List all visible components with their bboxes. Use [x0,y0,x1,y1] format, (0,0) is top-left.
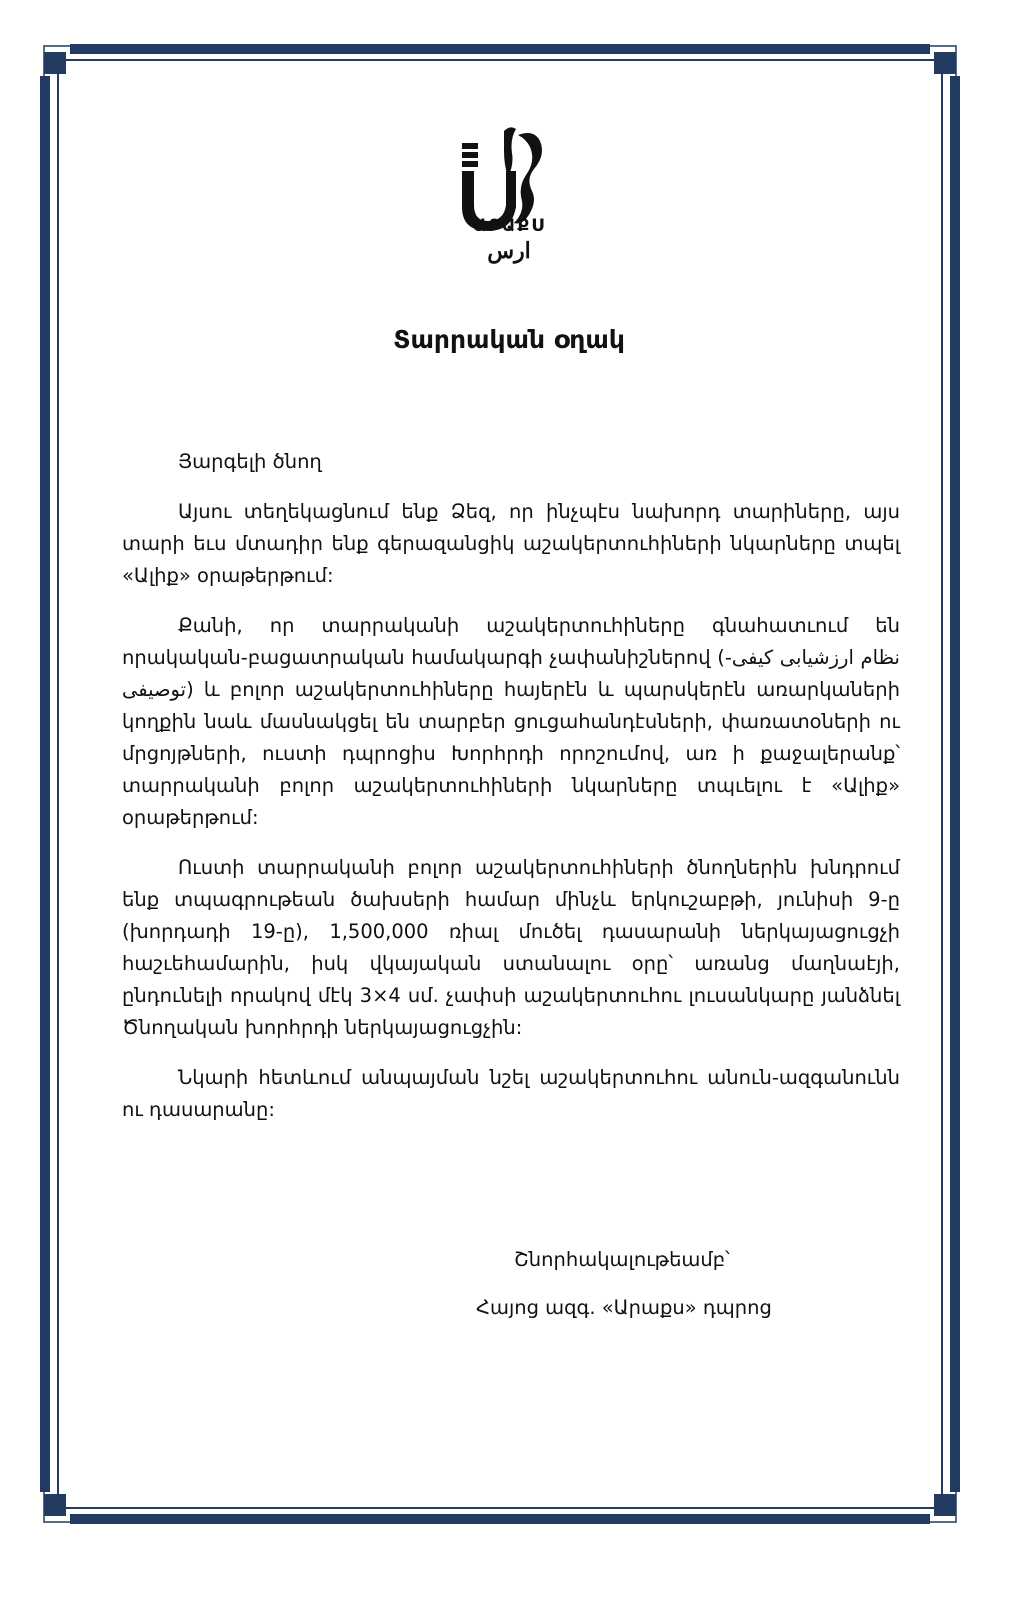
closing: Շնորհակալութեամբ՝ [514,1248,730,1271]
greeting: Յարգելի ծնող [178,450,322,473]
signature: Հայոց ազգ. «Արաքս» դպրոց [476,1296,772,1319]
page-title: Տարրական օղակ [393,325,625,354]
letter-body [122,446,900,1144]
logo-text-armenian: ԱՐԱՔՍ [472,216,546,236]
paragraph-4: Նկարի հետևում անպայման նշել աշակերտուհու անուն-ազգանունն ու դասարանը: [122,1066,900,1121]
logo-text-persian: ارس [487,238,531,264]
paragraph-3: Ուստի տարրականի բոլոր աշակերտուհիների ծնողներին խնդրում ենք տպագրութեան ծախսերի համար մինչև երկուշաբթի, յունիսի 9-ը (խորդադի 19-ը), 1,500,000 ռիալ մուծել դասարանի ներկայացուցչի հաշւեհամարին, իսկ վկայական ստանալու օրը՝ առանց մաղնաէյի, ընդունելի որակով մէկ 3×4 սմ. չափսի աշակերտուհու լուսանկարը յանձնել Ծնողական խորհրդի ներկայացուցչին: [122,856,900,1039]
paragraph-2: Քանի, որ տարրականի աշակերտուհիները գնահատւում են որակական-բացատրական համակարգի չափանիշներով (نظام ارزشیابی کیفی-توصیفی) և բոլոր աշակերտուհիները հայերէն և պարսկերէն առարկաների կողքին նաև մասնակցել են տարբեր ցուցահանդէսների, փառատօների ու մրցոյթների, ուստի դպրոցիս Խորհրդի որոշումով, առ ի քաջալերանք՝ տարրականի բոլոր աշակերտուհիների նկարները տպւելու է «Ալիք» օրաթերթում: [122,614,900,829]
paragraph-1: Այսու տեղեկացնում ենք Ձեզ, որ ինչպէս նախորդ տարիները, այս տարի եւս մտադիր ենք գերազանցիկ աշակերտուհիների նկարները տպել «Ալիք» օրաթերթում: [122,500,900,587]
